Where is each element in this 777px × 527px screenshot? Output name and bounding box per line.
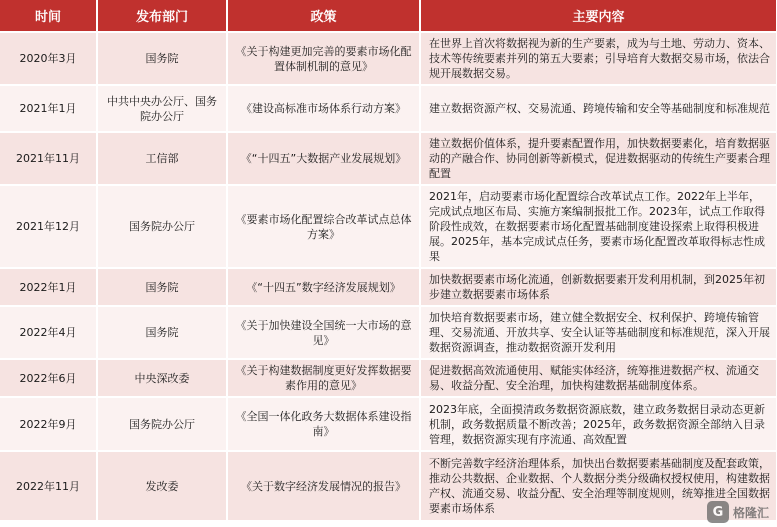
watermark-text: 格隆汇 — [732, 505, 769, 520]
cell-policy: 《全国一体化政务大数据体系建设指南》 — [227, 397, 420, 451]
cell-policy: 《建设高标准市场体系行动方案》 — [227, 85, 420, 132]
header-department: 发布部门 — [97, 0, 227, 32]
cell-department: 国务院办公厅 — [97, 397, 227, 451]
cell-department: 国务院办公厅 — [97, 185, 227, 268]
cell-time: 2021年12月 — [0, 185, 97, 268]
cell-department: 国务院 — [97, 32, 227, 85]
cell-time: 2022年4月 — [0, 306, 97, 359]
table-row — [0, 85, 777, 132]
table-row — [0, 132, 777, 185]
cell-policy: 《关于加快建设全国统一大市场的意见》 — [227, 306, 420, 359]
cell-policy: 《“十四五”大数据产业发展规划》 — [227, 132, 420, 185]
cell-content: 在世界上首次将数据视为新的生产要素，成为与土地、劳动力、资本、技术等传统要素并列的第五大要素；引导培育大数据交易市场，依法合规开展数据交易。 — [420, 32, 777, 85]
cell-time: 2022年11月 — [0, 451, 97, 521]
table-row — [0, 306, 777, 359]
cell-content: 促进数据高效流通使用、赋能实体经济，统筹推进数据产权、流通交易、收益分配、安全治理，加快构建数据基础制度体系。 — [420, 359, 777, 397]
table-row — [0, 451, 777, 521]
cell-time: 2022年1月 — [0, 268, 97, 306]
cell-time: 2020年3月 — [0, 32, 97, 85]
header-main-content: 主要内容 — [420, 0, 777, 32]
cell-content: 2023年底，全面摸清政务数据资源底数，建立政务数据目录动态更新机制，政务数据质量不断改善；2025年，政务数据资源全部纳入目录管理，数据资源实现有序流通、高效配置 — [420, 397, 777, 451]
table-header-row — [0, 0, 777, 32]
cell-content: 加快培育数据要素市场，建立健全数据安全、权利保护、跨境传输管理、交易流通、开放共享、安全认证等基础制度和标准规范，深入开展数据资源调查，推动数据资源开发利用 — [420, 306, 777, 359]
cell-policy: 《“十四五”数字经济发展规划》 — [227, 268, 420, 306]
cell-department: 国务院 — [97, 306, 227, 359]
cell-content: 建立数据资源产权、交易流通、跨境传输和安全等基础制度和标准规范 — [420, 85, 777, 132]
cell-time: 2022年6月 — [0, 359, 97, 397]
cell-policy: 《关于构建更加完善的要素市场化配置体制机制的意见》 — [227, 32, 420, 85]
cell-content: 加快数据要素市场化流通，创新数据要素开发利用机制，到2025年初步建立数据要素市场体系 — [420, 268, 777, 306]
gelonghui-logo-icon: G — [707, 501, 729, 523]
header-policy: 政策 — [227, 0, 420, 32]
cell-content: 不断完善数字经济治理体系，加快出台数据要素基础制度及配套政策，推动公共数据、企业数据、个人数据分类分级确权授权使用，构建数据产权、流通交易、收益分配、安全治理等制度规则，统筹推进全国数据要素市场体系 — [420, 451, 777, 521]
cell-time: 2021年11月 — [0, 132, 97, 185]
table-row — [0, 397, 777, 451]
cell-department: 工信部 — [97, 132, 227, 185]
table-row — [0, 185, 777, 268]
cell-department: 中共中央办公厅、国务院办公厅 — [97, 85, 227, 132]
cell-department: 发改委 — [97, 451, 227, 521]
cell-content: 建立数据价值体系，提升要素配置作用，加快数据要素化，培育数据驱动的产融合作、协同创新等新模式，促进数据驱动的传统生产要素合理配置 — [420, 132, 777, 185]
table-row — [0, 268, 777, 306]
header-time: 时间 — [0, 0, 97, 32]
table-row — [0, 32, 777, 85]
cell-content: 2021年，启动要素市场化配置综合改革试点工作。2022年上半年，完成试点地区布局、实施方案编制报批工作。2023年，试点工作取得阶段性成效，在数据要素市场化配置基础制度建设探索上取得积极进展。2025年，基本完成试点任务，要素市场化配置改革取得标志性成果 — [420, 185, 777, 268]
cell-time: 2022年9月 — [0, 397, 97, 451]
cell-department: 国务院 — [97, 268, 227, 306]
cell-policy: 《要素市场化配置综合改革试点总体方案》 — [227, 185, 420, 268]
cell-policy: 《关于构建数据制度更好发挥数据要素作用的意见》 — [227, 359, 420, 397]
watermark — [707, 501, 769, 523]
cell-time: 2021年1月 — [0, 85, 97, 132]
cell-department: 中央深改委 — [97, 359, 227, 397]
table-row — [0, 359, 777, 397]
cell-policy: 《关于数字经济发展情况的报告》 — [227, 451, 420, 521]
